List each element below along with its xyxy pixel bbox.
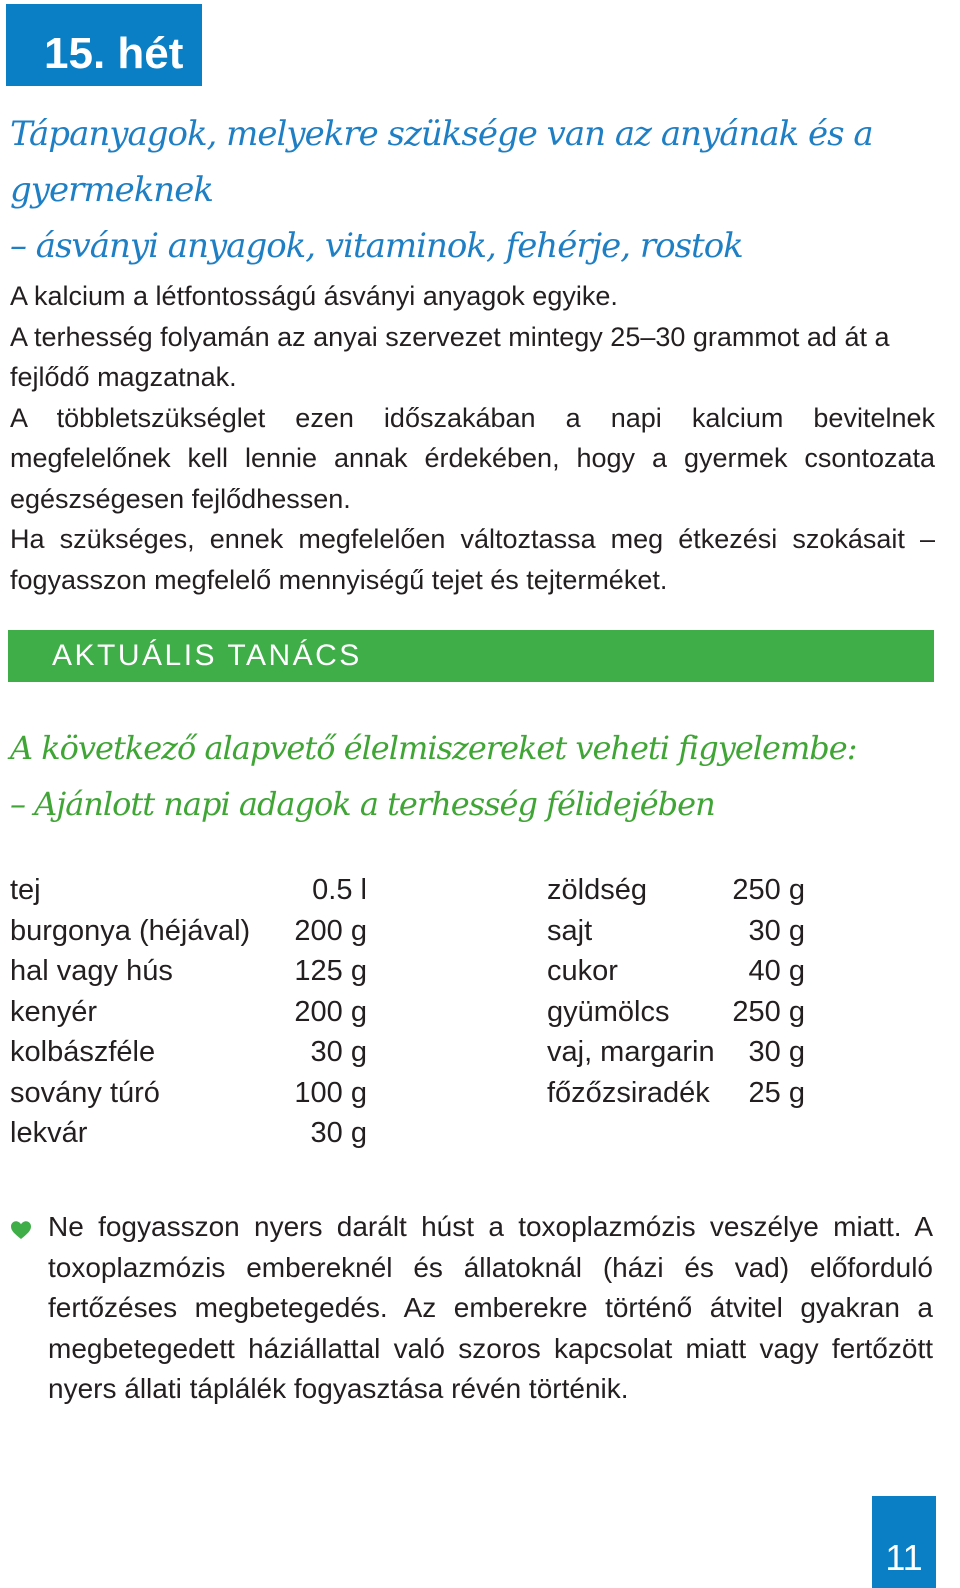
food-name: burgonya (héjával) [10,914,251,947]
food-amount: 0.5 l [312,874,367,906]
food-amount: 25 g [748,1076,805,1109]
food-row [10,992,367,1033]
food-name: cukor [547,955,618,987]
food-list-right [547,870,805,1113]
food-name: vaj, margarin [547,1036,715,1068]
food-amount: 30 g [310,1036,367,1068]
current-tip-bar [8,630,934,682]
food-amount: 40 g [748,955,805,987]
intro-paragraph-2: A terhesség folyamán az anyai szervezet mintegy 25–30 grammot ad át a fejlődő magzatnak. [10,321,890,392]
food-name: kenyér [10,995,98,1028]
warning-text: Ne fogyasszon nyers darált húst a toxoplazmózis veszélye miatt. A toxoplazmózis embereknél és állatoknál (házi és vad) előforduló fertőzéses megbetegedés. Az emberekre történő átvitel gyakran a megbetegedett háziállattal való szoros kapcsolat miatt vagy fertőzött nyers állati táplálék fogyasztása révén történik. [48,1211,933,1405]
food-row [10,1032,367,1073]
food-name: tej [10,874,41,906]
nutrients-heading [10,106,955,274]
food-name: sajt [547,914,593,947]
food-amount: 250 g [732,874,805,906]
food-row [547,911,805,952]
food-row [547,870,805,911]
recommended-heading-line1: A következő alapvető élelmiszereket veheti figyelembe: [10,729,857,767]
food-name: lekvár [10,1117,88,1149]
food-row [547,1032,805,1073]
page-number: 11 [885,1537,923,1578]
current-tip-label: AKTUÁLIS TANÁCS [52,639,362,672]
nutrients-heading-line1: Tápanyagok, melyekre szüksége van az anyának és a gyermeknek [10,114,873,210]
food-row [547,951,805,992]
food-row [10,1113,367,1154]
food-amount: 30 g [748,914,805,947]
food-name: kolbászféle [10,1036,156,1068]
week-badge [6,4,202,86]
food-amount: 125 g [294,955,367,987]
week-label: 15. hét [44,29,184,78]
recommended-heading-line2: – Ajánlott napi adagok a terhesség félidejében [10,785,715,823]
nutrients-heading-line2: – ásványi anyagok, vitaminok, fehérje, rostok [10,226,743,266]
food-name: gyümölcs [547,995,670,1028]
food-amount: 250 g [732,995,805,1028]
food-name: hal vagy hús [10,955,173,987]
intro-paragraph-4: Ha szükséges, ennek megfelelően változtassa meg étkezési szokásait – fogyasszon megfelelő mennyiségű tejet és tejterméket. [10,524,935,595]
page-number-box [872,1496,936,1588]
food-amount: 200 g [294,995,367,1028]
food-row [547,992,805,1033]
food-row [10,1073,367,1114]
food-amount: 200 g [294,914,367,947]
food-name: sovány túró [10,1076,160,1109]
intro-paragraph-1: A kalcium a létfontosságú ásványi anyagok egyike. [10,281,618,311]
food-name: zöldség [547,874,647,906]
food-amount: 30 g [748,1036,805,1068]
food-amount: 30 g [310,1117,367,1149]
recommended-foods-heading [10,720,955,832]
food-row [547,1073,805,1114]
food-row [10,911,367,952]
intro-text [10,276,935,600]
food-row [10,951,367,992]
heart-icon [10,1220,32,1240]
food-amount: 100 g [294,1076,367,1109]
food-row [10,870,367,911]
food-name: főzőzsiradék [547,1076,710,1109]
food-list-left [10,870,367,1154]
intro-paragraph-3: A többletszükséglet ezen időszakában a napi kalcium bevitelnek megfelelőnek kell lennie annak érdekében, hogy a gyermek csontozata egészségesen fejlődhessen. [10,402,935,514]
warning-note [48,1207,933,1410]
